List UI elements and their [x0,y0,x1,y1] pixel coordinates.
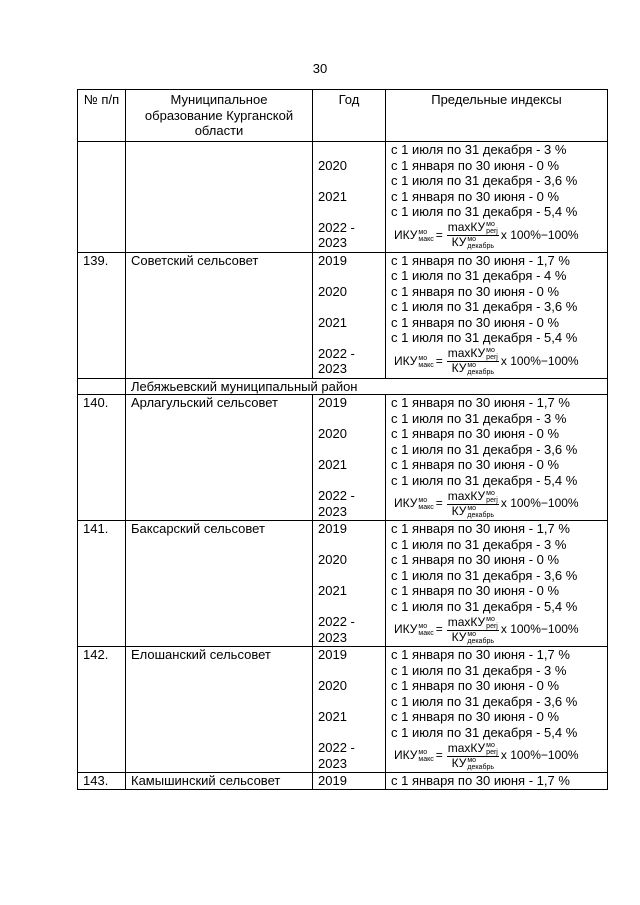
formula-fraction [447,347,499,376]
formula-denominator: КУ [451,361,467,376]
formula-den-sub: декабрь [467,511,494,519]
year-2019: 2019 [318,252,347,268]
formula-denominator: КУ [451,755,467,770]
year-2021: 2021 [318,709,347,724]
formula-lhs-sup: мо [418,497,428,504]
index-line: с 1 июля по 31 декабря - 5,4 % [391,204,578,219]
header-indices: Предельные индексы [386,90,608,142]
cell-years [313,647,386,773]
formula-num-sup: мо [486,741,495,749]
year-2023: 2023 [318,361,347,376]
formula-den-sup: мо [467,236,477,243]
year-2023: 2023 [318,235,347,250]
formula-den-sup: мо [467,756,477,764]
index-formula [394,221,579,250]
table-row [78,252,608,378]
formula-num-sub: perj [486,622,498,630]
formula-num-sub: perj [486,748,498,756]
cell-num: 140. [78,395,126,521]
year-2022: 2022 - [318,219,355,235]
formula-lhs-sup: мо [418,623,428,630]
formula-denominator: КУ [451,503,467,518]
index-line: с 1 июля по 31 декабря - 3,6 % [391,441,578,457]
index-line: с 1 июля по 31 декабря - 5,4 % [391,598,578,614]
district-name: Лебяжьевский муниципальный район [126,378,608,395]
year-2020: 2020 [318,426,347,441]
formula-eq: = [435,622,443,637]
index-line: с 1 июля по 31 декабря - 5,4 % [391,330,578,345]
formula-tail: x 100%−100% [500,353,579,368]
cell-num: 141. [78,521,126,647]
index-line: с 1 января по 30 июня - 1,7 % [391,252,570,268]
year-2021: 2021 [318,314,347,330]
formula-numerator: maxКУ [447,488,486,503]
formula-num-sub: perj [486,228,498,235]
formula-slot [391,740,602,772]
header-municipality: Муниципальное образование Курганской области [126,90,313,142]
year-2023: 2023 [318,755,347,771]
cell-name: Камышинский сельсовет [126,773,313,790]
cell-indices [386,142,608,253]
formula-lhs-sup: мо [418,354,428,362]
year-2019: 2019 [318,395,347,410]
table-row [78,395,608,521]
formula-eq: = [435,496,443,511]
page-number: 30 [312,61,328,76]
cell-indices [386,521,608,647]
year-2020: 2020 [318,552,347,567]
formula-den-sub: декабрь [467,369,494,376]
table-row [78,773,608,790]
year-2021: 2021 [318,583,347,598]
index-line: с 1 июля по 31 декабря - 3,6 % [391,299,578,314]
year-2022: 2022 - [318,345,355,361]
formula-tail: x 100%−100% [500,748,579,763]
cell-num: 142. [78,647,126,773]
index-line: с 1 июля по 31 декабря - 3 % [391,662,567,678]
index-line: с 1 января по 30 июня - 0 % [391,188,560,204]
index-line: с 1 июля по 31 декабря - 5,4 % [391,472,578,488]
formula-denominator: КУ [451,629,467,644]
formula-fraction [447,221,499,250]
table-row [78,521,608,647]
formula-num-sub: perj [486,496,498,504]
index-line: с 1 июля по 31 декабря - 3 % [391,142,567,157]
formula-den-sup: мо [467,362,477,369]
formula-numerator: maxКУ [447,346,486,361]
formula-num-sup: мо [486,221,495,228]
formula-num-sup: мо [486,489,495,497]
index-line: с 1 июля по 31 декабря - 3,6 % [391,693,578,709]
cell-indices [386,647,608,773]
year-2019: 2019 [318,647,347,662]
formula-lhs-sup: мо [418,228,428,236]
formula-lhs-sup: мо [418,749,428,756]
formula-num-sup: мо [486,615,495,623]
cell-num [78,378,126,395]
formula-lhs-sub: макс [418,756,434,763]
table-row [78,647,608,773]
year-2021: 2021 [318,457,347,472]
formula-eq: = [435,353,443,368]
cell-years [313,252,386,378]
index-line: с 1 января по 30 июня - 1,7 % [391,395,570,410]
index-line: с 1 января по 30 июня - 0 % [391,283,560,299]
formula-lhs: ИКУ [394,353,418,368]
year-2020: 2020 [318,157,347,173]
index-line: с 1 июля по 31 декабря - 3 % [391,410,567,426]
cell-years [313,142,386,253]
index-line: с 1 января по 30 июня - 0 % [391,678,560,693]
formula-den-sup: мо [467,630,477,638]
formula-fraction [447,616,499,645]
formula-lhs: ИКУ [394,748,418,763]
formula-den-sub: декабрь [467,243,494,250]
index-line: с 1 января по 30 июня - 0 % [391,457,560,472]
formula-slot [391,220,602,252]
cell-num [78,142,126,253]
year-2019: 2019 [318,521,347,536]
formula-lhs-sub: макс [418,504,434,511]
index-formula [394,742,579,771]
indices-table [77,89,608,790]
cell-years [313,521,386,647]
formula-numerator: maxКУ [447,614,486,629]
index-line: с 1 января по 30 июня - 1,7 % [391,647,570,662]
cell-name: Елошанский сельсовет [126,647,313,773]
index-line: с 1 января по 30 июня - 0 % [391,709,560,724]
formula-lhs-sub: макс [418,630,434,637]
formula-num-sub: perj [486,354,498,361]
year-2021: 2021 [318,188,347,204]
formula-num-sup: мо [486,347,495,354]
index-line: с 1 января по 30 июня - 1,7 % [391,773,570,788]
index-formula [394,616,579,645]
index-line: с 1 января по 30 июня - 0 % [391,552,560,567]
year-2022: 2022 - [318,488,355,503]
index-line: с 1 января по 30 июня - 0 % [391,583,560,598]
index-line: с 1 января по 30 июня - 1,7 % [391,521,570,536]
formula-lhs-sub: макс [418,361,434,369]
formula-tail: x 100%−100% [500,496,579,511]
cell-indices [386,773,608,790]
formula-numerator: maxКУ [447,740,486,755]
formula-slot [391,614,602,646]
district-row [78,378,608,395]
header-num: № п/п [78,90,126,142]
formula-fraction [447,742,499,771]
year-2023: 2023 [318,503,347,519]
table-header-row [78,90,608,142]
formula-tail: x 100%−100% [500,622,579,637]
formula-den-sup: мо [467,504,477,512]
cell-indices [386,252,608,378]
index-line: с 1 июля по 31 декабря - 5,4 % [391,724,578,740]
year-2022: 2022 - [318,740,355,755]
formula-eq: = [435,748,443,763]
index-line: с 1 июля по 31 декабря - 4 % [391,268,567,283]
cell-name: Баксарский сельсовет [126,521,313,647]
cell-years [313,773,386,790]
year-2020: 2020 [318,678,347,693]
year-2023: 2023 [318,629,347,645]
formula-denominator: КУ [451,235,467,250]
formula-fraction [447,490,499,519]
cell-num: 139. [78,252,126,378]
cell-name [126,142,313,253]
year-2020: 2020 [318,283,347,299]
cell-name: Арлагульский сельсовет [126,395,313,521]
formula-tail: x 100%−100% [500,227,579,242]
index-formula [394,347,579,376]
formula-numerator: maxКУ [447,220,486,235]
formula-eq: = [435,227,443,242]
cell-indices [386,395,608,521]
index-line: с 1 июля по 31 декабря - 3 % [391,536,567,552]
formula-lhs: ИКУ [394,227,418,242]
index-line: с 1 июля по 31 декабря - 3,6 % [391,567,578,583]
formula-lhs: ИКУ [394,622,418,637]
year-2022: 2022 - [318,614,355,629]
cell-name: Советский сельсовет [126,252,313,378]
header-year: Год [313,90,386,142]
index-line: с 1 июля по 31 декабря - 3,6 % [391,173,578,188]
formula-den-sub: декабрь [467,637,494,645]
formula-lhs: ИКУ [394,496,418,511]
formula-slot [391,488,602,520]
table-row-continuation [78,142,608,253]
index-line: с 1 января по 30 июня - 0 % [391,314,560,330]
index-line: с 1 января по 30 июня - 0 % [391,426,560,441]
formula-den-sub: декабрь [467,763,494,771]
formula-lhs-sub: макс [418,235,434,243]
index-line: с 1 января по 30 июня - 0 % [391,157,560,173]
year-2019: 2019 [318,773,347,788]
cell-num: 143. [78,773,126,790]
cell-years [313,395,386,521]
index-formula [394,490,579,519]
formula-slot [391,346,602,378]
